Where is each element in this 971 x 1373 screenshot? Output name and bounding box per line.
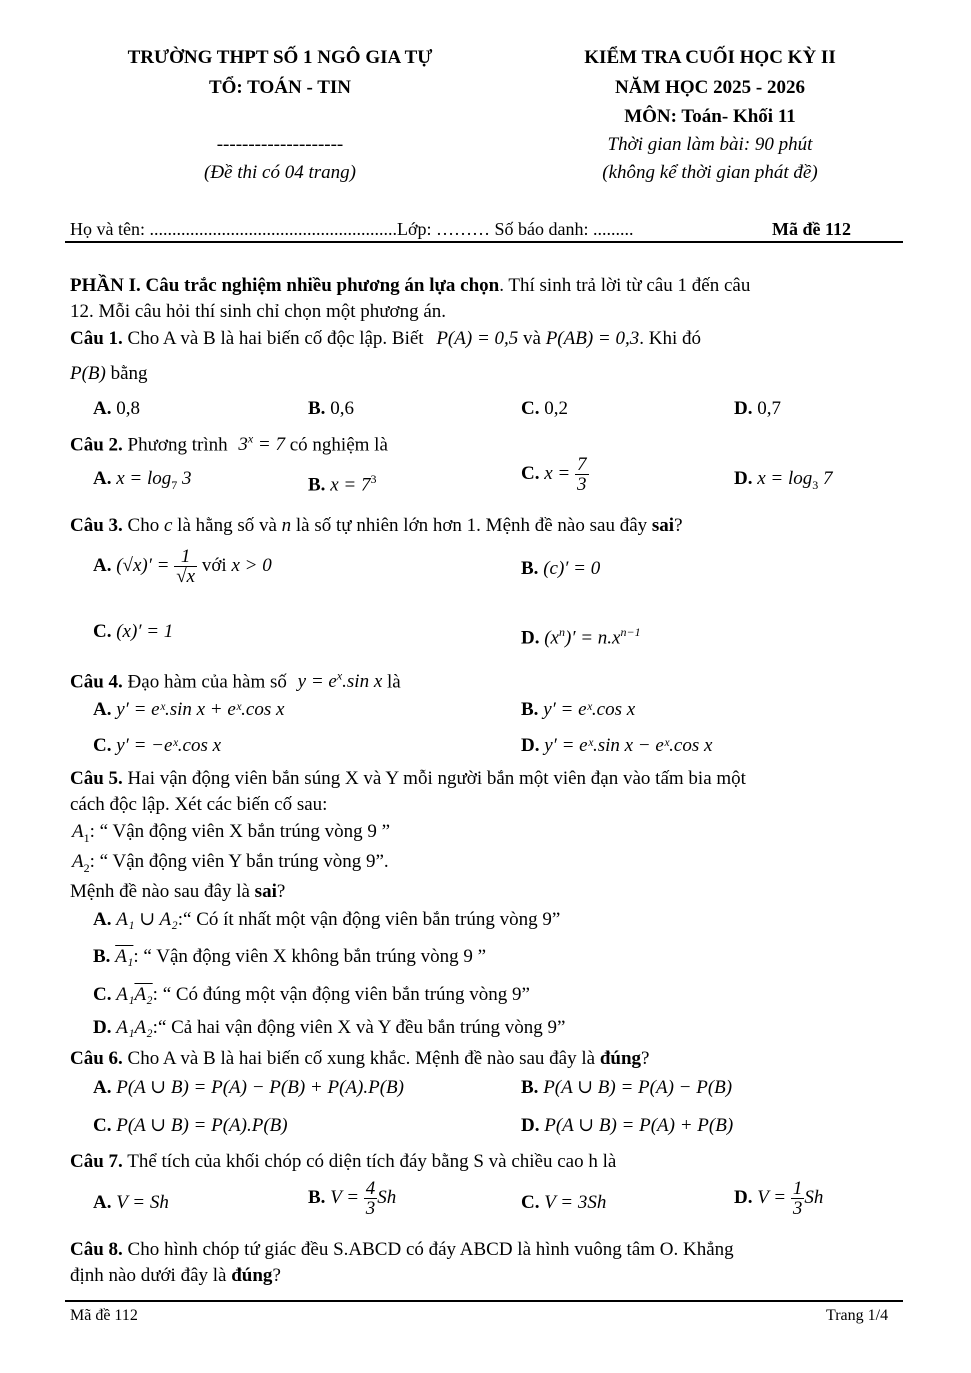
q7-option-b[interactable]: B. V = $\frac{4}{3}$ Sh [308, 1178, 397, 1219]
footer-page-number: Trang 1/4 [826, 1307, 889, 1324]
q1-tail: . Khi đó [639, 328, 701, 349]
exam-time: Thời gian làm bài: 90 phút [607, 134, 813, 155]
q5-text2: cách độc lập. Xét các biến cố sau: [70, 794, 328, 815]
exam-title: KIỂM TRA CUỐI HỌC KỲ II [584, 47, 836, 68]
q1-option-d[interactable] [734, 397, 781, 421]
q1-option-b[interactable] [308, 397, 354, 421]
q5-option-c[interactable]: C. A₁A₂: “ Có đúng một vận động viên bắn trúng vòng 9” [93, 984, 530, 1005]
q6-option-c[interactable]: C. P(A ∪ B) = P(A).P(B) [93, 1115, 288, 1136]
q2-tail: có nghiệm là [285, 434, 388, 456]
option-label: A. [93, 398, 112, 419]
q1-option-a[interactable] [93, 397, 140, 421]
q2-option-a[interactable]: A. $x = \log_7 3$ [93, 468, 192, 492]
q6-option-d[interactable]: D. P(A ∪ B) = P(A) + P(B) [521, 1115, 734, 1136]
question-4: Câu 4. Đạo hàm của hàm số $y = e^x.\sin$ x là [70, 669, 401, 693]
q5-option-a[interactable]: A. A₁ ∪ A₂:“ Có ít nhất một vận động viên bắn trúng vòng 9” [93, 909, 561, 930]
q4-option-c[interactable]: C. y′ = −eˣ.cos x [93, 735, 222, 756]
q2-option-d[interactable]: D. $x = \log_3 7$ [734, 468, 833, 492]
q2-text: Phương trình [127, 434, 228, 456]
q1-cond2: P(AB) = 0,3 [545, 328, 640, 349]
footer-exam-code: Mã đề 112 [70, 1307, 138, 1324]
student-info-line: Họ và tên: .......................................................Lớp: ……… Số báo danh: ......... [70, 219, 634, 239]
q2-equation: $3^x = 7$ [238, 432, 285, 456]
q6-option-b[interactable]: B. P(A ∪ B) = P(A) − P(B) [521, 1077, 733, 1098]
pages-note: (Đề thi có 04 trang) [204, 162, 356, 183]
question-6: Câu 6. Cho A và B là hai biến cố xung khắc. Mệnh đề nào sau đây là đúng? [70, 1048, 650, 1069]
option-label: D. [734, 398, 753, 419]
part1-desc2: 12. Mỗi câu hỏi thí sinh chỉ chọn một phương án. [70, 301, 447, 322]
q8-text2: định nào dưới đây là đúng? [70, 1265, 281, 1286]
question-2 [70, 427, 388, 457]
question-8: Câu 8. Cho hình chóp tứ giác đều S.ABCD có đáy ABCD là hình vuông tâm O. Khẳng [70, 1239, 734, 1260]
question-7: Câu 7. Thể tích của khối chóp có diện tích đáy bằng S và chiều cao h là [70, 1151, 617, 1172]
q7-option-c[interactable]: C. V = 3Sh [521, 1192, 607, 1213]
q3-option-b[interactable]: B. (c)′ = 0 [521, 558, 601, 579]
header-divider [65, 241, 903, 243]
footer-divider [65, 1300, 903, 1302]
question-3: Câu 3. Cho c là hằng số và n là số tự nhiên lớn hơn 1. Mệnh đề nào sau đây sai? [70, 515, 683, 536]
q3-option-d[interactable]: D. $(x^n)' = n.x^{n-1}$ [521, 625, 641, 649]
option-label: C. [521, 398, 540, 419]
q4-option-a[interactable]: A. y′ = eˣ.sin x + eˣ.cos x [93, 699, 285, 720]
q1-pb: P(B) [70, 363, 106, 384]
q5-event-a1: $A_1$: “ Vận động viên X bắn trúng vòng 9 ” [72, 821, 391, 845]
q2-option-c[interactable]: C. x = $\frac{7}{3}$ [521, 454, 587, 495]
subject: MÔN: Toán- Khối 11 [624, 106, 796, 127]
school-name: TRƯỜNG THPT SỐ 1 NGÔ GIA TỰ [127, 47, 433, 68]
q1-and: và [523, 328, 541, 349]
q1-label: Câu 1. [70, 328, 123, 349]
q5-option-d[interactable]: D. A₁A₂:“ Cả hai vận động viên X và Y đều bắn trúng vòng 9” [93, 1017, 566, 1038]
part1-title: PHẦN I. Câu trắc nghiệm nhiều phương án lựa chọn [70, 275, 500, 296]
option-label: B. [308, 398, 326, 419]
question-1 [70, 327, 701, 351]
q3-option-c[interactable]: C. (x)′ = 1 [93, 621, 174, 642]
q6-option-a[interactable]: A. P(A ∪ B) = P(A) − P(B) + P(A).P(B) [93, 1077, 404, 1098]
q2-option-b[interactable]: B. $x = 7^3$ [308, 472, 377, 496]
exam-code: Mã đề 112 [772, 219, 851, 239]
option-text: 0,6 [330, 398, 354, 419]
school-year: NĂM HỌC 2025 - 2026 [615, 77, 805, 98]
q1-line2 [70, 362, 148, 386]
header-dashes: -------------------- [216, 134, 344, 155]
q5-event-a2: $A_2$: “ Vận động viên Y bắn trúng vòng 9”. [72, 851, 389, 875]
q5-question: Mệnh đề nào sau đây là sai? [70, 881, 286, 902]
part1-heading [70, 274, 750, 298]
q7-option-d[interactable]: D. V = $\frac{1}{3}$ Sh [734, 1178, 824, 1219]
q4-option-d[interactable]: D. y′ = eˣ.sin x − eˣ.cos x [521, 735, 713, 756]
option-text: 0,7 [757, 398, 781, 419]
q5-option-b[interactable]: B. A₁: “ Vận động viên X không bắn trúng vòng 9 ” [93, 946, 487, 967]
q1-option-c[interactable] [521, 397, 568, 421]
q7-option-a[interactable]: A. V = Sh [93, 1192, 169, 1213]
q3-option-a[interactable]: A. (√x)′ = $\frac{1}{√x}$ với x > 0 [93, 546, 272, 587]
q1-text: Cho A và B là hai biến cố độc lập. Biết [127, 328, 424, 349]
q4-option-b[interactable]: B. y′ = eˣ.cos x [521, 699, 636, 720]
part1-desc: . Thí sinh trả lời từ câu 1 đến câu [499, 275, 751, 296]
question-5: Câu 5. Hai vận động viên bắn súng X và Y mỗi người bắn một viên đạn vào tấm bia một [70, 768, 746, 789]
exam-time-note: (không kể thời gian phát đề) [602, 162, 818, 183]
q1-cond1: P(A) = 0,5 [436, 328, 519, 349]
option-text: 0,8 [116, 398, 140, 419]
option-text: 0,2 [544, 398, 568, 419]
department: TỔ: TOÁN - TIN [208, 77, 351, 98]
q1-pb-tail: bằng [105, 363, 148, 384]
q2-label: Câu 2. [70, 434, 123, 456]
